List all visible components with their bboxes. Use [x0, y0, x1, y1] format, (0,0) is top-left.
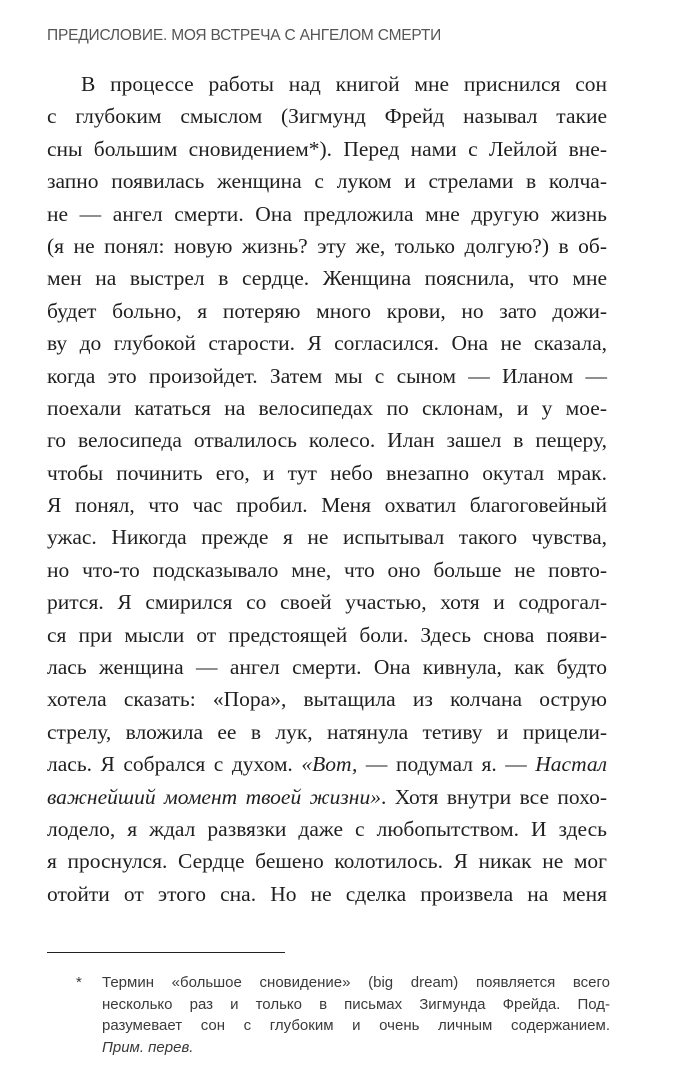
text-line: поехали кататься на велосипедах по склонам, и у мое-: [47, 395, 607, 420]
text-line: не — ангел смерти. Она предложила мне другую жизнь: [47, 201, 607, 226]
footnote-line: разумевает сон с глубоким и очень личным содержанием.: [102, 1017, 610, 1035]
footnote-text: [102, 972, 610, 1059]
footnote-translator-note: Прим. перев.: [102, 1039, 194, 1057]
running-head: ПРЕДИСЛОВИЕ. МОЯ ВСТРЕЧА С АНГЕЛОМ СМЕРТИ: [47, 27, 442, 44]
text-line: с глубоким смыслом (Зигмунд Фрейд называл такие: [47, 104, 607, 129]
text-line: рится. Я смирился со своей участью, хотя и содрогал-: [47, 590, 607, 615]
footnote: [76, 972, 610, 1059]
text-line: хотела сказать: «Пора», вытащила из колчана острую: [47, 687, 607, 712]
text-line: лодело, я ждал развязки даже с любопытством. И здесь: [47, 816, 607, 841]
text-line-mixed: [47, 781, 607, 813]
text-line: чтобы починить его, и тут небо внезапно окутал мрак.: [47, 460, 607, 485]
italic-run: «Вот,: [301, 752, 358, 777]
body-text: [47, 68, 607, 910]
text-line: стрелу, вложила ее в лук, натянула тетиву и прицели-: [47, 719, 607, 744]
text-line: когда это произойдет. Затем мы с сыном — Иланом —: [47, 363, 607, 388]
text-line: (я не понял: новую жизнь? эту же, только долгую?) в об-: [47, 233, 607, 258]
text-line: лась женщина — ангел смерти. Она кивнула, как будто: [47, 655, 607, 680]
text-line: В процессе работы над книгой мне приснился сон: [81, 72, 607, 96]
text-line: запно появилась женщина с луком и стрелами в колча-: [47, 169, 607, 194]
text-line: мен на выстрел в сердце. Женщина пояснила, что мне: [47, 266, 607, 291]
text-run: . Хотя внутри все похо-: [380, 784, 607, 809]
italic-run: важнейший момент твоей жизни»: [47, 784, 381, 809]
text-line: отойти от этого сна. Но не сделка произвела на меня: [47, 881, 607, 906]
footnote-marker: *: [76, 974, 82, 991]
footnote-line: несколько раз и только в письмах Зигмунда Фрейда. Под-: [102, 995, 610, 1013]
text-line: ся при мысли от предстоящей боли. Здесь снова появи-: [47, 622, 607, 647]
text-line: Я понял, что час пробил. Меня охватил благоговейный: [47, 493, 607, 518]
text-run: лась. Я собрался с духом.: [47, 752, 302, 777]
text-line: сны большим сновидением*). Перед нами с Лейлой вне-: [47, 136, 607, 161]
text-run: — подумал я. —: [357, 752, 536, 777]
text-line: будет больно, я потеряю много крови, но зато дожи-: [47, 298, 607, 323]
text-line: ужас. Никогда прежде я не испытывал такого чувства,: [47, 525, 607, 550]
text-line-mixed: [47, 748, 607, 780]
text-line: но что-то подсказывало мне, что оно больше не повто-: [47, 557, 607, 582]
text-line: го велосипеда отвалилось колесо. Илан зашел в пещеру,: [47, 428, 607, 453]
footnote-separator: [47, 952, 285, 953]
text-line: я проснулся. Сердце бешено колотилось. Я никак не мог: [47, 849, 607, 874]
text-line: ву до глубокой старости. Я согласился. Она не сказала,: [47, 331, 607, 356]
italic-run: Настал: [535, 752, 607, 777]
footnote-line: Термин «большое сновидение» (big dream) появляется всего: [102, 974, 610, 991]
